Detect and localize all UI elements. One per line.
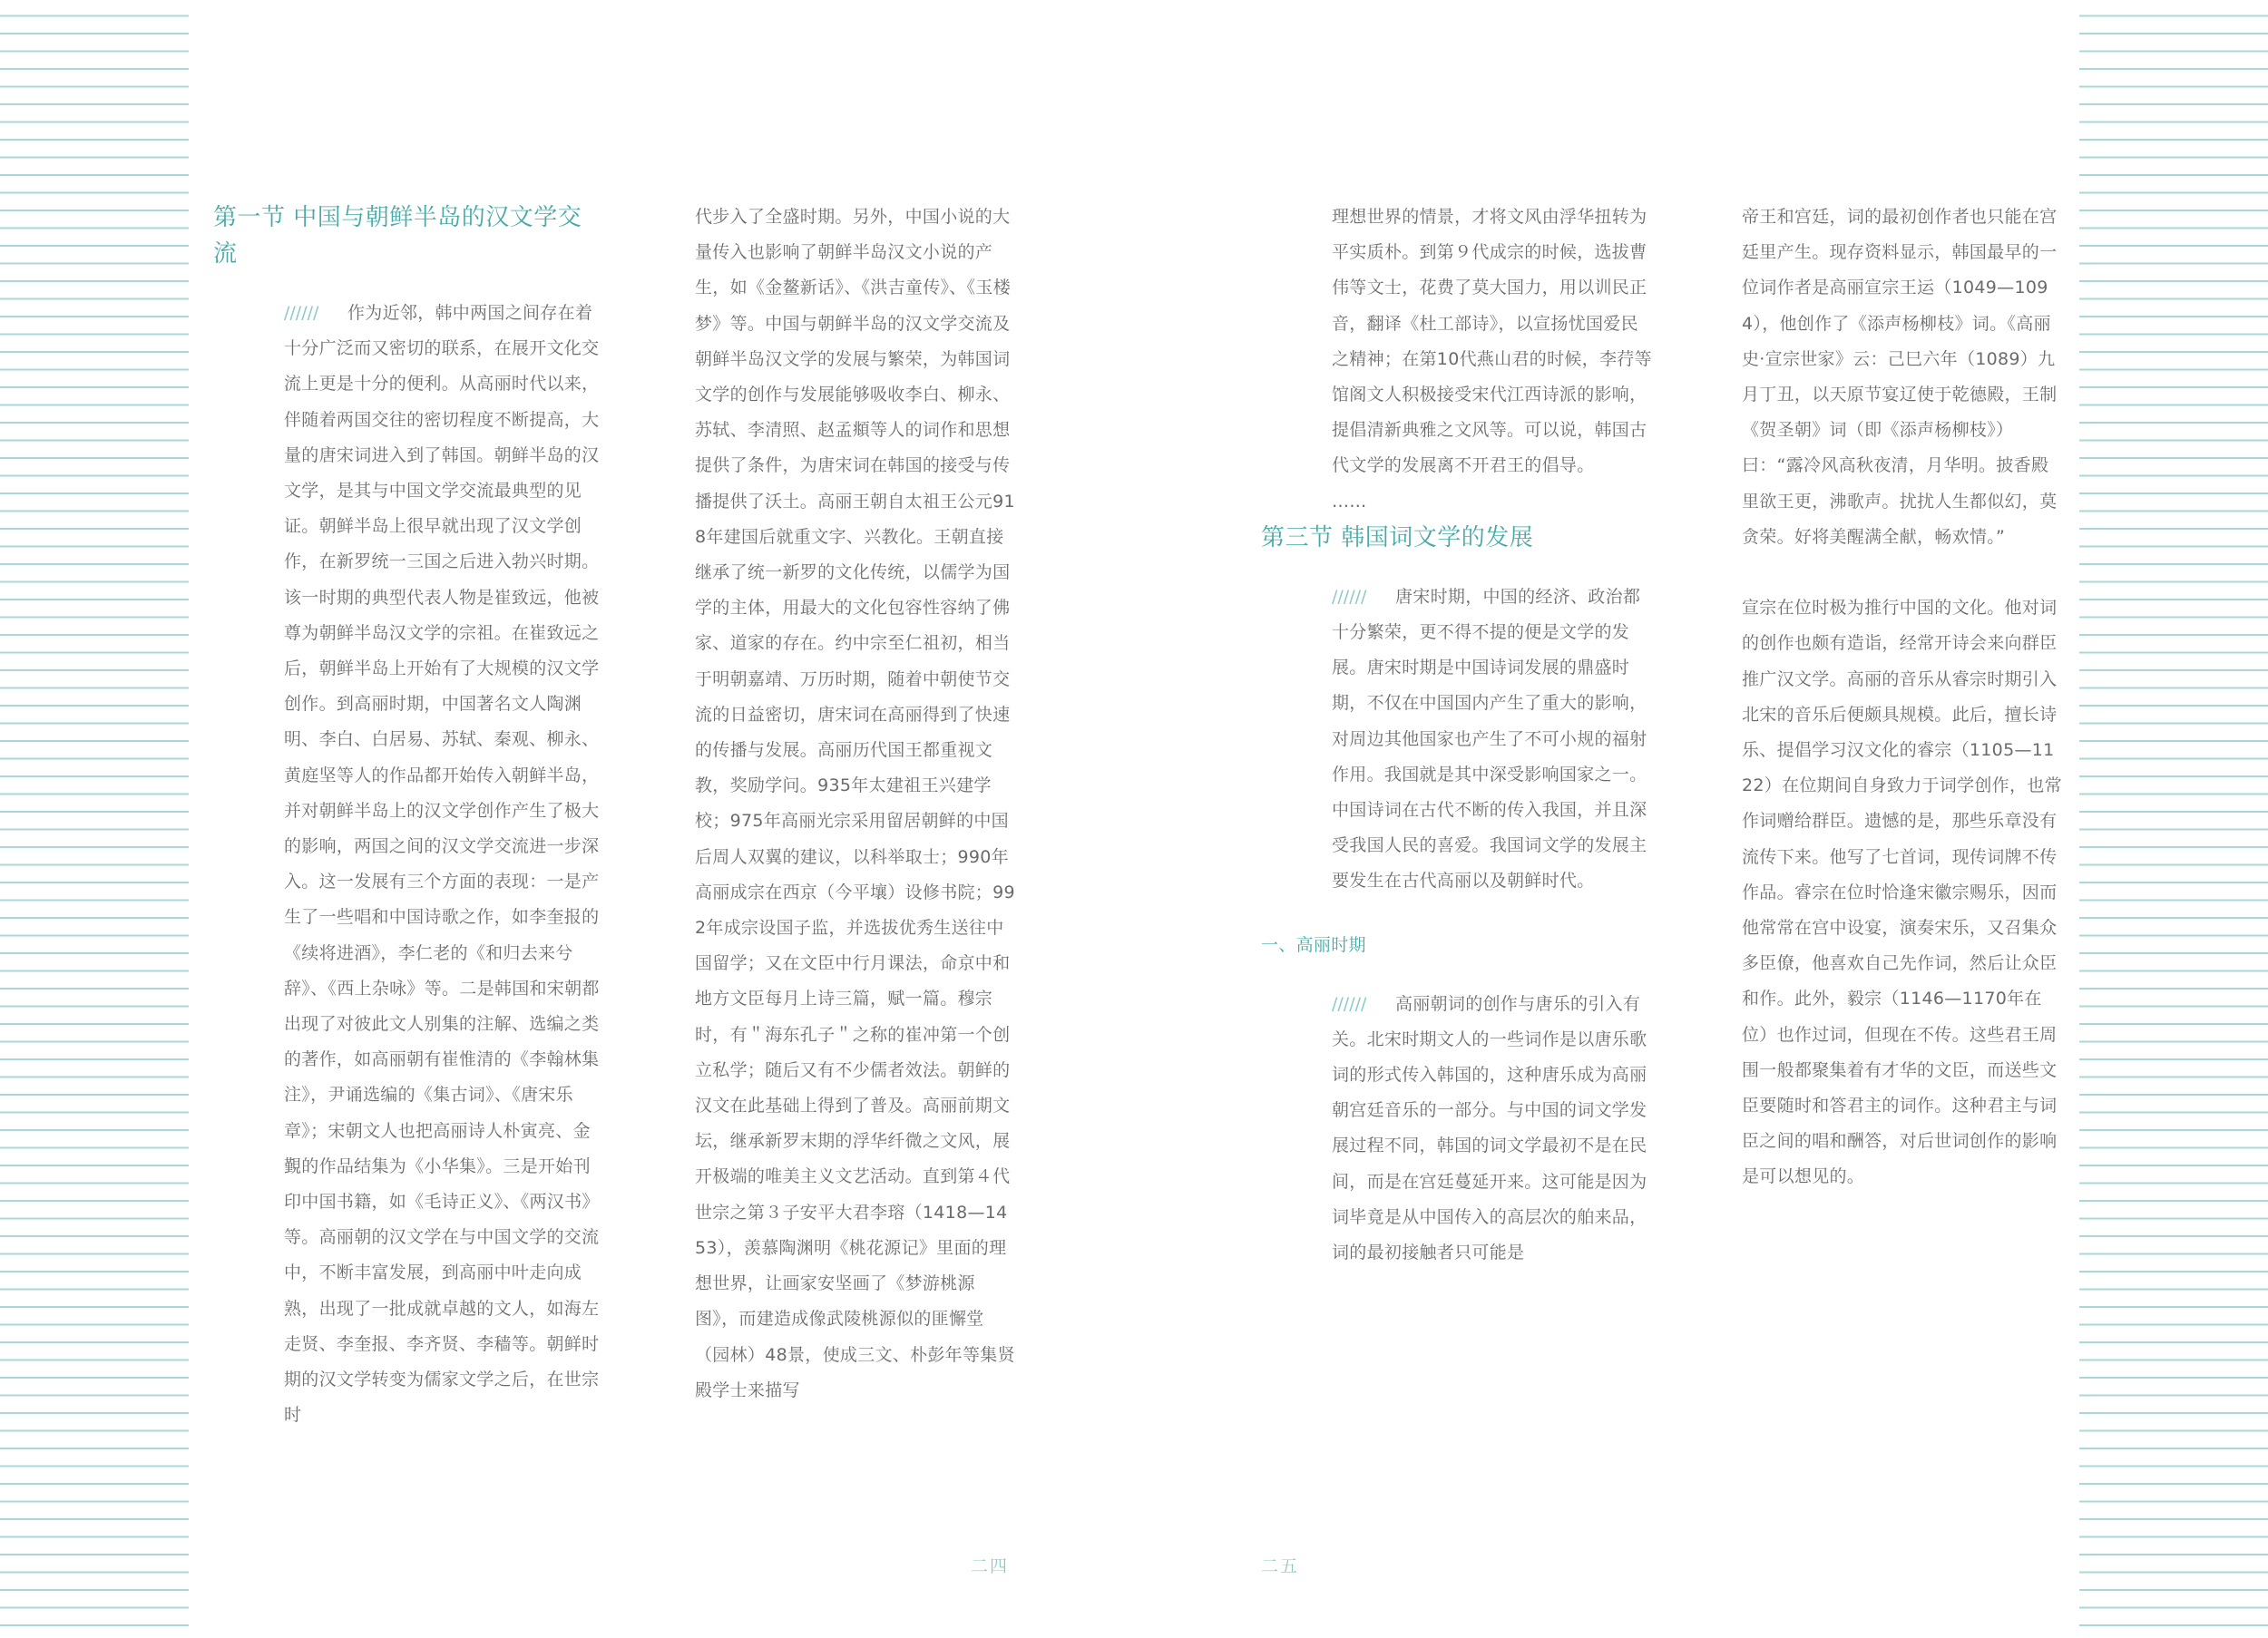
paragraph-gap	[1742, 555, 2063, 590]
left-margin-lines	[0, 0, 189, 1638]
section-heading-3: 第三节 韩国词文学的发展	[1261, 523, 1534, 551]
page-number-right: 二五	[1261, 1556, 1300, 1576]
left-page-column-1	[213, 200, 605, 1434]
paragraph	[1332, 987, 1653, 1272]
paragraph	[1332, 580, 1653, 900]
paragraph-text: 高丽朝词的创作与唐乐的引入有关。北宋时期文人的一些词作是以唐乐歌词的形式传入韩国的，这种唐乐成为高丽朝宫廷音乐的一部分。与中国的词文学发展过程不同，韩国的词文学最初不是在民间，而是在宫廷蔓延开来。这可能是因为词毕竟是从中国传入的高层次的舶来品，词的最初接触者只可能是	[1332, 993, 1647, 1263]
indent-marker: //////	[284, 303, 319, 323]
indent-marker: //////	[1332, 586, 1367, 607]
right-margin-lines	[2079, 0, 2268, 1638]
paragraph: 帝王和宫廷，词的最初创作者也只能在宫廷里产生。现存资料显示，韩国最早的一位词作者是高丽宣宗王运（1049—1094），他创作了《添声杨柳枝》词。《高丽史·宣宗世家》云：己巳六年（1089）九月丁丑，以天原节宴辽使于乾德殿，王制《贺圣朝》词（即《添声杨柳枝》）曰：“露冷风高秋夜清，月华明。披香殿里欲王更，沸歌声。扰扰人生都似幻，莫贪荣。好将美醒满全献，畅欢情。”	[1742, 207, 2058, 547]
left-page-column-2	[695, 200, 1016, 1409]
paragraph-text: 唐宋时期，中国的经济、政治都十分繁荣，更不得不提的便是文学的发展。唐宋时期是中国诗词发展的鼎盛时期，不仅在中国国内产生了重大的影响，对周边其他国家也产生了不可小规的福射作用。我国就是其中深受影响国家之一。中国诗词在古代不断的传入我国，并且深受我国人民的喜爱。我国词文学的发展主要发生在古代高丽以及朝鲜时代。	[1332, 586, 1647, 892]
right-page-column-1	[1261, 200, 1653, 1271]
paragraph-text: 作为近邻，韩中两国之间存在着十分广泛而又密切的联系，在展开文化交流上更是十分的便利。从高丽时代以来，伴随着两国交往的密切程度不断提高，大量的唐宋词进入到了韩国。朝鲜半岛的汉文学，是其与中国文学交流最典型的见证。朝鲜半岛上很早就出现了汉文学创作，在新罗统一三国之后进入勃兴时期。该一时期的典型代表人物是崔致远，他被尊为朝鲜半岛汉文学的宗祖。在崔致远之后，朝鲜半岛上开始有了大规模的汉文学创作。到高丽时期，中国著名文人陶渊明、李白、白居易、苏轼、秦观、柳永、黄庭坚等人的作品都开始传入朝鲜半岛，并对朝鲜半岛上的汉文学创作产生了极大的影响，两国之间的汉文学交流进一步深入。这一发展有三个方面的表现：一是产生了一些唱和中国诗歌之作，如李奎报的《续将进酒》，李仁老的《和归去来兮辞》、《西上杂咏》等。二是韩国和宋朝都出现了对彼此文人别集的注解、选编之类的著作，如高丽朝有崔惟清的《李翰林集注》，尹诵选编的《集古词》、《唐宋乐章》；宋朝文人也把高丽诗人朴寅亮、金覲的作品结集为《小华集》。三是开始刊印中国书籍，如《毛诗正义》、《两汉书》等。高丽朝的汉文学在与中国文学的交流中，不断丰富发展，到高丽中叶走向成熟，出现了一批成就卓越的文人，如海左走贤、李奎报、李齐贤、李穑等。朝鲜时期的汉文学转变为儒家文学之后，在世宗时	[284, 303, 600, 1426]
paragraph	[284, 296, 605, 1434]
ellipsis: ……	[1332, 491, 1367, 512]
paragraph: 宣宗在位时极为推行中国的文化。他对词的创作也颇有造诣，经常开诗会来向群臣推广汉文学。高丽的音乐从睿宗时期引入北宋的音乐后便颇具规模。此后，擅长诗乐、提倡学习汉文化的睿宗（1105—1122）在位期间自身致力于词学创作，也常作词赠给群臣。遗憾的是，那些乐章没有流传下来。他写了七首词，现传词牌不传作品。睿宗在位时恰逢宋徽宗赐乐，因而他常常在宫中设宴，演奏宋乐，又召集众多臣僚，他喜欢自己先作词，然后让众臣和作。此外，毅宗（1146—1170年在位）也作过词，但现在不传。这些君王周围一般都聚集着有才华的文臣，而送些文臣要随时和答君主的词作。这种君主与词臣之间的唱和酬答，对后世词创作的影响是可以想见的。	[1742, 598, 2062, 1187]
page-number-left: 二四	[971, 1556, 1010, 1576]
section-heading-1: 第一节 中国与朝鲜半岛的汉文学交流	[213, 204, 582, 268]
paragraph: 代步入了全盛时期。另外，中国小说的大量传入也影响了朝鲜半岛汉文小说的产生，如《金鳌新话》、《洪吉童传》、《玉楼梦》等。中国与朝鲜半岛的汉文学交流及朝鲜半岛汉文学的发展与繁荣，为韩国词文学的创作与发展能够吸收李白、柳永、苏轼、李清照、赵孟頫等人的词作和思想提供了条件，为唐宋词在韩国的接受与传播提供了沃土。高丽王朝自太祖王公元918年建国后就重文字、兴教化。王朝直接继承了统一新罗的文化传统，以儒学为国学的主体，用最大的文化包容性容纳了佛家、道家的存在。约中宗至仁祖初，相当于明朝嘉靖、万历时期，随着中朝使节交流的日益密切，唐宋词在高丽得到了快速的传播与发展。高丽历代国王都重视文教，奖励学问。935年太建祖王兴建学校；975年高丽光宗采用留居朝鲜的中国后周人双翼的建议，以科举取士；990年高丽成宗在西京（今平壤）设修书院；992年成宗设国子监，并选拔优秀生送往中国留学；又在文臣中行月课法，命京中和地方文臣每月上诗三篇，赋一篇。穆宗时，有＂海东孔子＂之称的崔冲第一个创立私学；随后又有不少儒者效法。朝鲜的汉文在此基础上得到了普及。高丽前期文坛，继承新罗末期的浮华纤微之文风，展开极端的唯美主义文艺活动。直到第４代世宗之第３子安平大君李瑢（1418—1453），羡慕陶渊明《桃花源记》里面的理想世界，让画家安坚画了《梦游桃源图》，而建造成像武陵桃源似的匪懈堂（园林）48景，使成三文、朴彭年等集贤殿学士来描写	[695, 207, 1015, 1400]
subsection-heading: 一、高丽时期	[1261, 934, 1366, 955]
indent-marker: //////	[1332, 993, 1367, 1014]
right-page-column-2	[1742, 200, 2063, 1195]
paragraph: 理想世界的情景，才将文风由浮华扭转为平实质朴。到第９代成宗的时候，选拔曹伟等文士，花费了莫大国力，用以训民正音，翻译《杜工部诗》，以宣扬忧国爱民之精神；在第10代燕山君的时候，李荇等馆阁文人积极接受宋代江西诗派的影响，提倡清新典雅之文风等。可以说，韩国古代文学的发展离不开君王的倡导。	[1332, 207, 1652, 476]
